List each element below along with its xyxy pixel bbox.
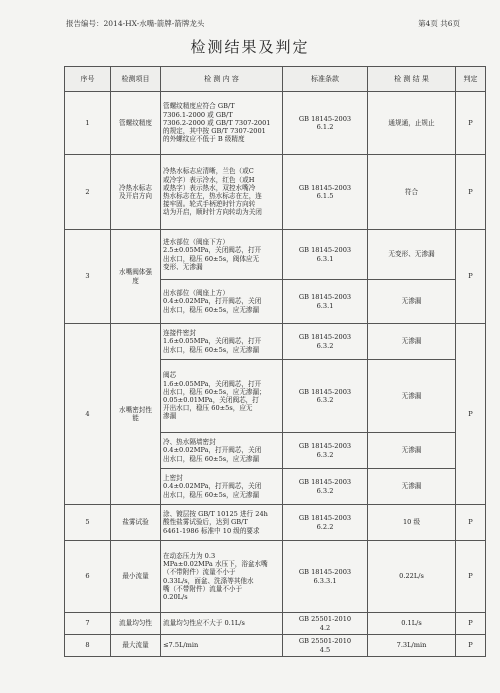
row-content: 管螺纹精度应符合 GB/T 7306.1-2000 或 GB/T 7306.2-2000 或 GB/T 7307-2001 的规定，其中按 GB/T 7307-2001 的外螺纹应不低于 B 级精度 [161,92,283,155]
row-content: 涂、镀层按 GB/T 10125 进行 24h 酸性盐雾试验后，达到 GB/T 6461-1986 标准中 10 级的要求 [161,505,283,541]
row-no: 4 [65,324,111,505]
row-clause: GB 18145-2003 6.3.2 [283,324,368,360]
row-result: 无渗漏 [368,433,456,469]
row-content: 冷热水标志应清晰，兰色（或C 或冷字）表示冷水，红色（或H 或热字）表示热水，双控水嘴冷 热水标志在左，热水标志在左，连 接牢固。轮式手柄逆时针方向转 动为开启，顺时针方向转动为关闭 [161,155,283,230]
row-verdict: P [456,541,486,613]
row-result: 0.22L/s [368,541,456,613]
row-verdict: P [456,635,486,657]
row-clause: GB 18145-2003 6.3.1 [283,280,368,324]
row-verdict: P [456,92,486,155]
table-row [65,155,486,230]
row-clause: GB 18145-2003 6.3.2 [283,433,368,469]
row-item: 最小流量 [111,541,161,613]
row-content: 在动态压力为 0.3 MPa±0.02MPa 水压下，浴盆水嘴 （不带附件）流量不小于 0.33L/s，面盆、洗涤等其他水 嘴（不带附件）流量不小于 0.20L/s [161,541,283,613]
row-verdict: P [456,324,486,505]
results-table [64,66,486,657]
row-content: 冷、热水隔墙密封 0.4±0.02MPa，打开阀芯，关闭 出水口，稳压 60±5s，应无渗漏 [161,433,283,469]
row-item: 最大流量 [111,635,161,657]
row-item: 流量均匀性 [111,613,161,635]
table-row [65,613,486,635]
row-no: 7 [65,613,111,635]
row-clause: GB 18145-2003 6.2.2 [283,505,368,541]
row-verdict: P [456,230,486,324]
row-item: 盐雾试验 [111,505,161,541]
row-no: 8 [65,635,111,657]
col-header-clause: 标准条款 [283,67,368,92]
row-clause: GB 18145-2003 6.1.2 [283,92,368,155]
row-no: 5 [65,505,111,541]
page-title: 检测结果及判定 [190,38,310,56]
col-header-result: 检 测 结 果 [368,67,456,92]
row-clause: GB 18145-2003 6.1.5 [283,155,368,230]
row-result: 无渗漏 [368,469,456,505]
row-no: 2 [65,155,111,230]
row-result: 10 级 [368,505,456,541]
page-info: 第4页 共6页 [418,19,460,28]
row-no: 1 [65,92,111,155]
row-clause: GB 18145-2003 6.3.2 [283,469,368,505]
col-header-no: 序号 [65,67,111,92]
row-verdict: P [456,155,486,230]
row-clause: GB 18145-2003 6.3.3.1 [283,541,368,613]
table-header-row [65,67,486,92]
col-header-verdict: 判定 [456,67,486,92]
row-content: 上密封 0.4±0.02MPa，打开阀芯，关闭 出水口，稳压 60±5s，应无渗漏 [161,469,283,505]
row-item: 冷热水标志 及开启方向 [111,155,161,230]
row-result: 无变形、无渗漏 [368,230,456,280]
row-clause: GB 18145-2003 6.3.2 [283,360,368,433]
row-item: 管螺纹精度 [111,92,161,155]
row-content: 阀芯 1.6±0.05MPa，关闭阀芯，打开 出水口，稳压 60±5s，应无渗漏； 0.05±0.01MPa，关闭阀芯，打 开出水口，稳压 60±5s，应无 渗漏 [161,360,283,433]
row-content: 出水部位（阀座上方） 0.4±0.02MPa，打开阀芯，关闭 出水口，稳压 60±5s，应无渗漏 [161,280,283,324]
table-row [65,92,486,155]
row-content: 连接件密封 1.6±0.05MPa，关闭阀芯，打开 出水口，稳压 60±5s，应无渗漏 [161,324,283,360]
row-verdict: P [456,505,486,541]
row-clause: GB 18145-2003 6.3.1 [283,230,368,280]
row-no: 6 [65,541,111,613]
row-clause: GB 25501-2010 4.5 [283,635,368,657]
row-result: 通规通，止规止 [368,92,456,155]
table-row [65,505,486,541]
row-item: 水嘴阀体强 度 [111,230,161,324]
report-number: 报告编号：2014-HX-水嘴-箭牌-箭牌龙头 [66,19,205,28]
table-row [65,635,486,657]
row-item: 水嘴密封性 能 [111,324,161,505]
row-verdict: P [456,613,486,635]
row-content: ≤7.5L/min [161,635,283,657]
table-row [65,324,486,360]
col-header-item: 检测项目 [111,67,161,92]
table-row [65,230,486,280]
row-result: 无渗漏 [368,360,456,433]
row-result: 无渗漏 [368,280,456,324]
row-content: 流量均匀性应不大于 0.1L/s [161,613,283,635]
row-no: 3 [65,230,111,324]
row-result: 0.1L/s [368,613,456,635]
table-row [65,541,486,613]
row-content: 进水部位（阀座下方） 2.5±0.05MPa，关闭阀芯，打开 出水口，稳压 60±5s，阀体应无 变形、无渗漏 [161,230,283,280]
col-header-content: 检 测 内 容 [161,67,283,92]
row-result: 无渗漏 [368,324,456,360]
row-result: 符合 [368,155,456,230]
row-clause: GB 25501-2010 4.2 [283,613,368,635]
row-result: 7.3L/min [368,635,456,657]
